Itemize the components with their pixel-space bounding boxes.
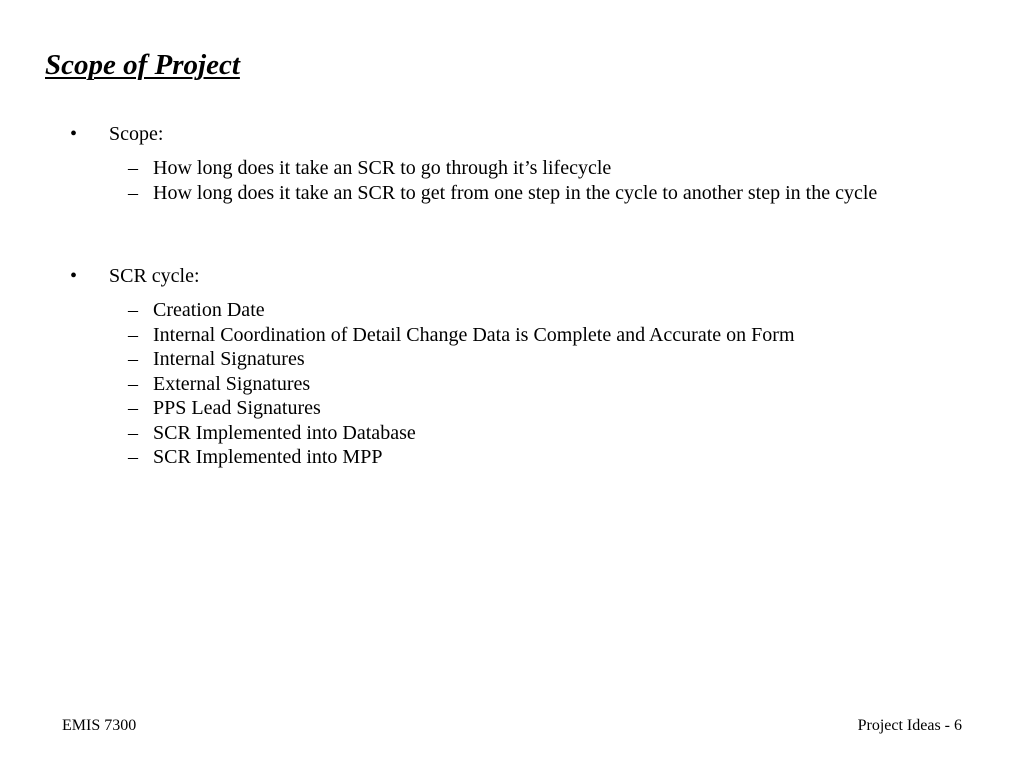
sub-item-text: PPS Lead Signatures	[153, 397, 321, 419]
footer-course-label: EMIS 7300	[62, 717, 137, 734]
sub-item-text: SCR Implemented into Database	[153, 421, 416, 444]
sub-item	[0, 396, 1024, 421]
section-scr-cycle	[0, 262, 1024, 470]
sub-item-text: How long does it take an SCR to go through it’s lifecycle	[153, 157, 612, 179]
dash-icon: –	[128, 446, 138, 468]
scr-cycle-sub-list	[0, 298, 1024, 470]
sub-item-text: Creation Date	[153, 299, 265, 321]
dash-icon: –	[128, 397, 138, 419]
sub-item	[0, 347, 1024, 372]
sub-item	[0, 181, 1024, 206]
dash-icon: –	[128, 348, 138, 370]
sub-item-text: SCR Implemented into MPP	[153, 446, 383, 468]
scope-sub-list	[0, 156, 1024, 205]
bullet-dot-icon: •	[70, 123, 78, 145]
bullet-scr-cycle	[0, 262, 1024, 290]
bullet-heading-scope: Scope:	[109, 123, 164, 145]
bullet-heading-scr-cycle: SCR cycle:	[109, 265, 200, 287]
dash-icon: –	[128, 372, 138, 395]
dash-icon: –	[128, 157, 138, 179]
bullet-dot-icon: •	[70, 265, 78, 287]
dash-icon: –	[128, 421, 138, 444]
dash-icon: –	[128, 181, 138, 204]
sub-item	[0, 445, 1024, 470]
slide-title: Scope of Project	[45, 49, 240, 81]
sub-item-text: How long does it take an SCR to get from one step in the cycle to another step in the cycle	[153, 181, 878, 204]
dash-icon: –	[128, 323, 138, 346]
sub-item	[0, 372, 1024, 397]
sub-item-text: Internal Coordination of Detail Change Data is Complete and Accurate on Form	[153, 323, 795, 346]
sub-item-text: External Signatures	[153, 372, 311, 395]
sub-item-text: Internal Signatures	[153, 348, 305, 370]
section-scope	[0, 120, 1024, 205]
sub-item	[0, 298, 1024, 323]
bullet-scope	[0, 120, 1024, 148]
sub-item	[0, 421, 1024, 446]
dash-icon: –	[128, 299, 138, 321]
sub-item	[0, 156, 1024, 181]
sub-item	[0, 323, 1024, 348]
footer-page-label: Project Ideas - 6	[857, 717, 962, 734]
